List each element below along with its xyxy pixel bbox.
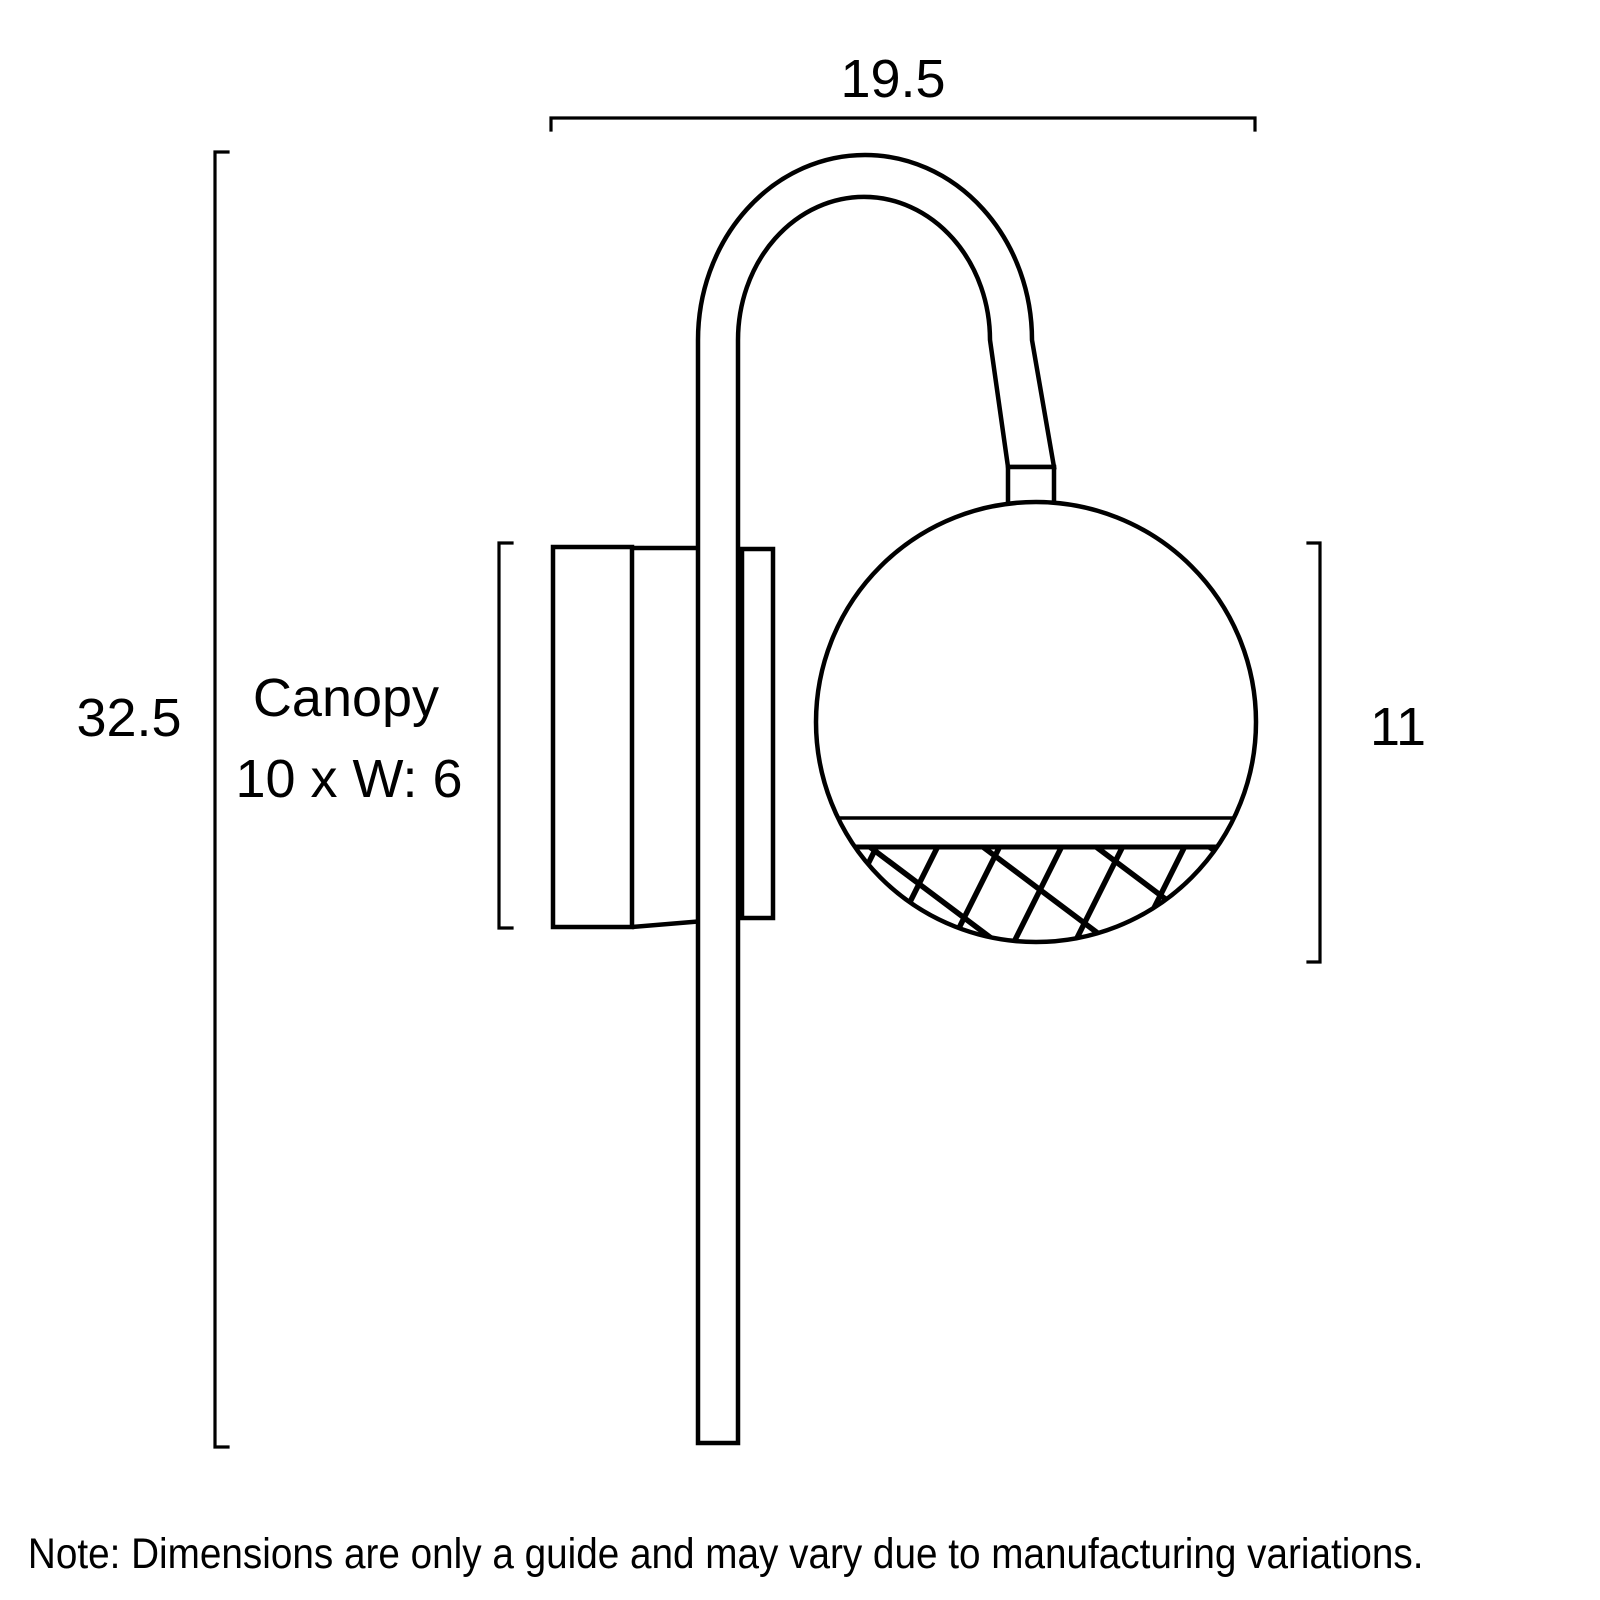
globe-dimension-label: 11 xyxy=(1369,697,1427,757)
globe-outline xyxy=(816,502,1256,942)
note-text: Note: Dimensions are only a guide and may vary due to manufacturing variations. xyxy=(27,1529,1424,1578)
canopy-front-face xyxy=(553,547,632,927)
lamp-socket xyxy=(1008,467,1054,503)
height-dimension-bracket xyxy=(215,152,228,1447)
canopy-dimension-label-line2: 10 x W: 6 xyxy=(235,749,463,809)
canopy-dimension-bracket xyxy=(499,543,512,928)
canopy-side-bottom-edge xyxy=(632,921,704,927)
width-dimension-bracket xyxy=(551,118,1255,130)
height-dimension-label: 32.5 xyxy=(76,688,182,748)
globe-shade xyxy=(750,502,1300,1255)
canopy-dimension-label-line1: Canopy xyxy=(252,668,440,728)
width-dimension-label: 19.5 xyxy=(840,49,946,109)
globe-dimension-bracket xyxy=(1308,543,1320,962)
canopy-backplate xyxy=(742,549,773,918)
